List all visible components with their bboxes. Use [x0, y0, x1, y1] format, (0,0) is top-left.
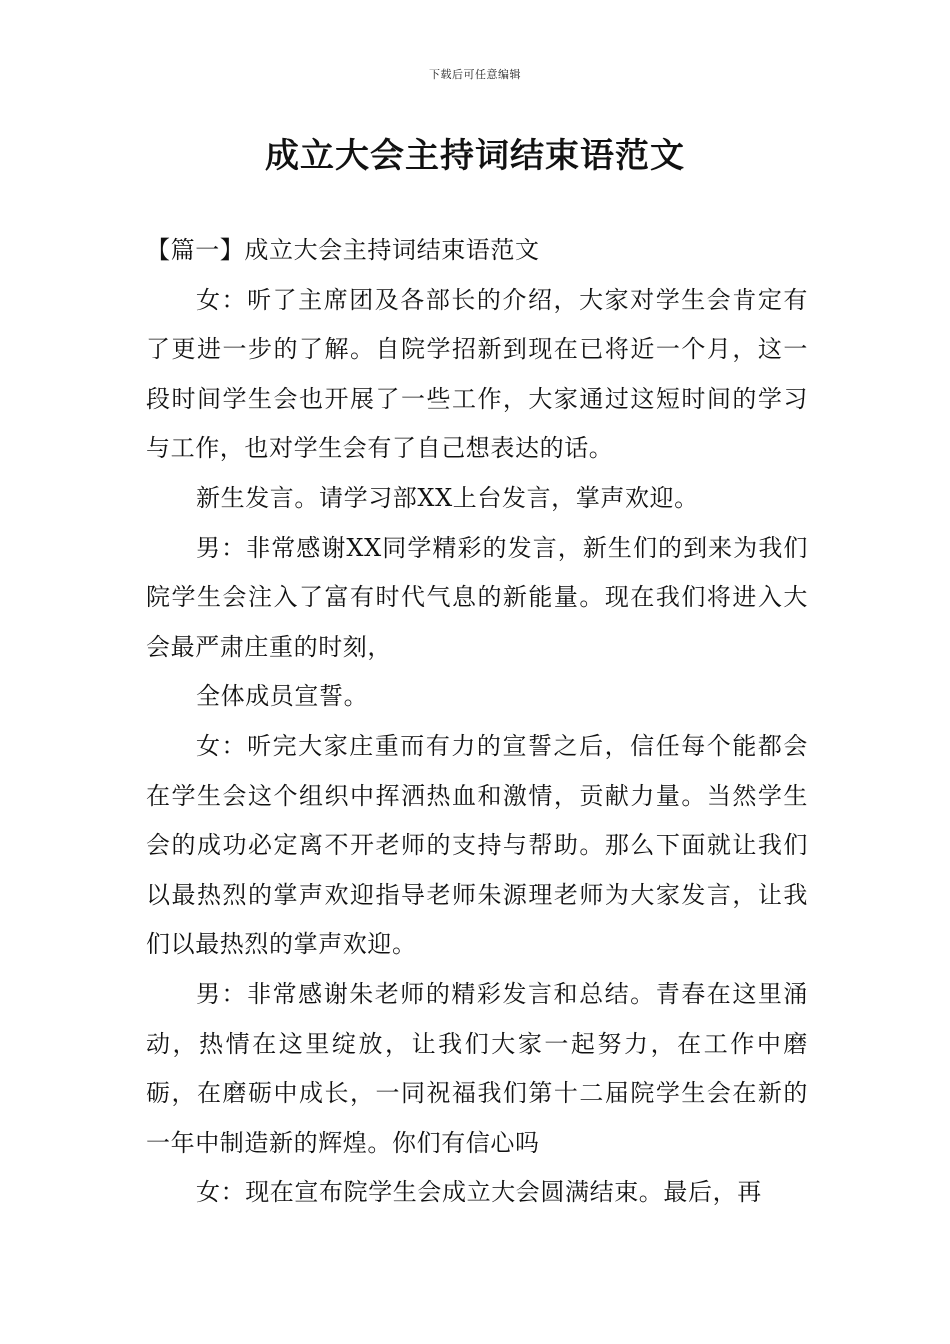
paragraph: 新生发言。请学习部XX上台发言，掌声欢迎。 — [196, 483, 699, 512]
section-heading: 【篇一】成立大会主持词结束语范文 — [146, 236, 540, 264]
paragraph: 女：听完大家庄重而有力的宣誓之后，信任每个能都会在学生会这个组织中挥洒热血和激情，贡献力量。当然学生会的成功必定离不开老师的支持与帮助。那么下面就让我们以最热烈的掌声欢迎指导老师朱源理老师为大家发言，让我们以最热烈的掌声欢迎。 — [146, 731, 808, 959]
document-body — [146, 226, 808, 1218]
paragraph: 全体成员宣誓。 — [196, 682, 369, 711]
paragraph: 女：听了主席团及各部长的介绍，大家对学生会肯定有了更进一步的了解。自院学招新到现在已将近一个月，这一段时间学生会也开展了一些工作，大家通过这短时间的学习与工作，也对学生会有了自己想表达的话。 — [146, 285, 808, 463]
paragraph: 男：非常感谢XX同学精彩的发言，新生们的到来为我们院学生会注入了富有时代气息的新能量。现在我们将进入大会最严肃庄重的时刻， — [146, 533, 808, 661]
paragraph: 女：现在宣布院学生会成立大会圆满结束。最后，再 — [196, 1178, 762, 1207]
header-note: 下载后可任意编辑 — [429, 68, 521, 81]
paragraph: 男：非常感谢朱老师的精彩发言和总结。青春在这里涌动，热情在这里绽放，让我们大家一起努力，在工作中磨砺，在磨砺中成长，一同祝福我们第十二届院学生会在新的一年中制造新的辉煌。你们有信心吗 — [146, 979, 808, 1157]
document-title: 成立大会主持词结束语范文 — [265, 136, 685, 176]
